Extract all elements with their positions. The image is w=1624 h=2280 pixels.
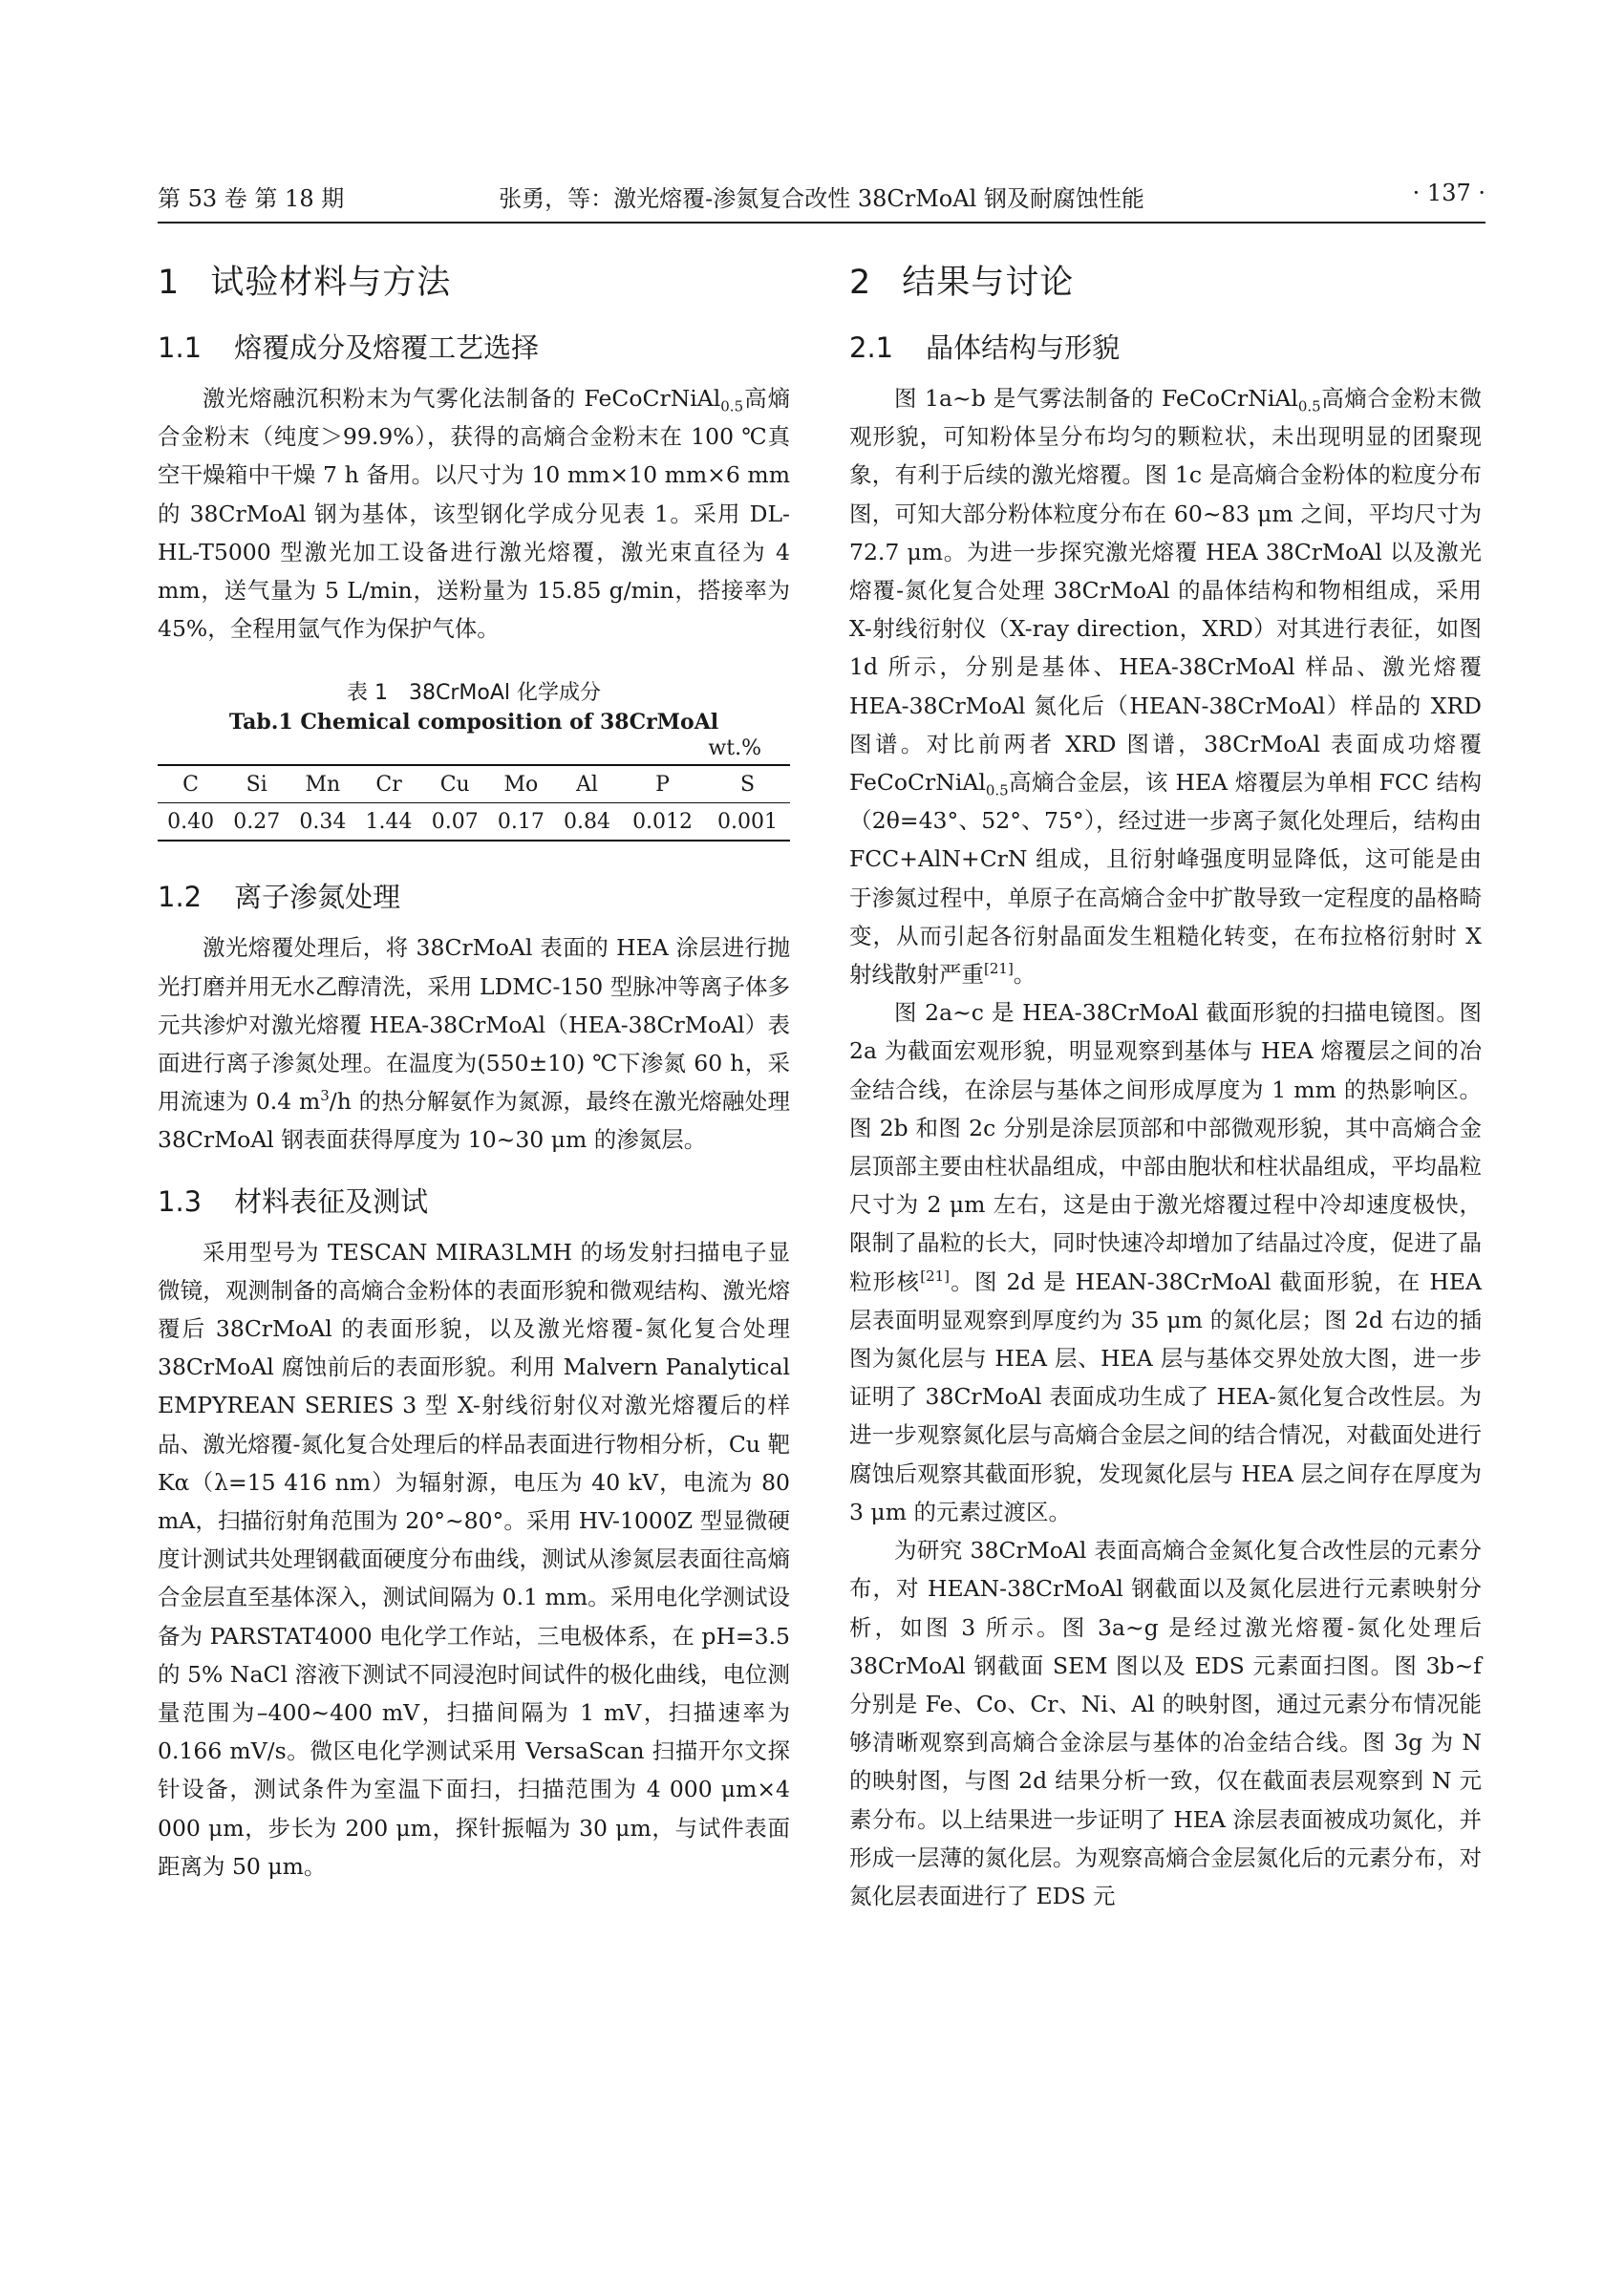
text-run: 高熵合金粉末（纯度＞99.9%），获得的高熵合金粉末在 100 ℃真空干燥箱中干燥 7 h 备用。以尺寸为 10 mm×10 mm×6 mm 的 38CrMoAl 钢为基体，该型钢化学成分见表 1。采用 DL-HL-T5000 型激光加工设备进行激光熔覆，激光束直径为 4 mm，送气量为 5 L/min，送粉量为 15.85 g/min，搭接率为 45%，全程用氩气作为保护气体。	[158, 385, 791, 643]
citation: [21]	[984, 960, 1014, 978]
table-cell: 0.07	[431, 809, 479, 834]
table-header-cell: Cu	[439, 772, 470, 797]
section-number: 1	[158, 264, 181, 302]
subsection-heading-1-2	[158, 876, 790, 915]
table-cell: 0.001	[717, 809, 778, 834]
subscript: 0.5	[1297, 397, 1321, 416]
table-header-cell: P	[655, 772, 670, 797]
superscript: 3	[320, 1087, 330, 1105]
running-header	[158, 180, 1485, 218]
subscript: 0.5	[720, 397, 744, 416]
table-unit: wt.%	[708, 736, 761, 761]
subsection-heading-1-1	[158, 327, 790, 366]
subscript: 0.5	[985, 781, 1009, 799]
running-title: 张勇，等：激光熔覆-渗氮复合改性 38CrMoAl 钢及耐腐蚀性能	[499, 185, 1144, 212]
table-caption-cn: 表 1 38CrMoAl 化学成分	[347, 681, 601, 706]
table-row	[158, 803, 790, 842]
table-header-cell: C	[182, 772, 199, 797]
subsection-title: 离子渗氮处理	[234, 881, 401, 914]
table-cell: 0.012	[632, 809, 694, 834]
table-header-cell: S	[739, 772, 756, 797]
page-number: · 137 ·	[1412, 180, 1485, 206]
section-heading-1	[158, 256, 790, 304]
section-number: 2	[849, 264, 872, 302]
table-header-cell: Mo	[503, 772, 539, 797]
table-cell: 0.27	[233, 809, 281, 834]
text-run: 。	[1013, 961, 1036, 989]
table-header-cell: Cr	[375, 772, 402, 797]
left-column	[158, 250, 790, 1886]
paragraph-element-mapping: 为研究 38CrMoAl 表面高熵合金氮化复合改性层的元素分布，对 HEAN-38CrMoAl 钢截面以及氮化层进行元素映射分析，如图 3 所示。图 3a~g 是经过激光熔覆-氮化处理后 38CrMoAl 钢截面 SEM 图以及 EDS 元素面扫图。图 3b~f 分别是 Fe、Co、Cr、Ni、Al 的映射图，通过元素分布情况能够清晰观察到高熵合金涂层与基体的冶金结合线。图 3g 为 N 的映射图，与图 2d 结果分析一致，仅在截面表层观察到 N 元素分布。以上结果进一步证明了 HEA 涂层表面被成功氮化，并形成一层薄的氮化层。为观察高熵合金层氮化后的元素分布，对氮化层表面进行了 EDS 元	[849, 1537, 1482, 1909]
table-header-cell: Si	[246, 772, 267, 797]
table-cell: 1.44	[365, 809, 413, 834]
citation: [21]	[920, 1267, 951, 1285]
paragraph-xrd	[849, 379, 1482, 993]
text-run: 。图 2d 是 HEAN-38CrMoAl 截面形貌，在 HEA 层表面明显观察到厚度约为 35 μm 的氮化层；图 2d 右边的插图为氮化层与 HEA 层、HEA 层与基体交界处放大图，进一步证明了 38CrMoAl 表面成功生成了 HEA-氮化复合改性层。为进一步观察氮化层与高熵合金层之间的结合情况，对截面处进行腐蚀后观察其截面形貌，发现氮化层与 HEA 层之间存在厚度为 3 μm 的元素过渡区。	[849, 1268, 1482, 1525]
table-header-cell: Al	[576, 772, 598, 797]
section-title: 试验材料与方法	[210, 264, 452, 302]
subsection-number: 2.1	[849, 331, 894, 364]
subsection-number: 1.2	[158, 881, 203, 914]
table-cell: 0.40	[167, 809, 215, 834]
text-run: 激光熔融沉积粉末为气雾化法制备的 FeCoCrNiAl	[203, 385, 721, 412]
right-column	[849, 250, 1482, 1915]
paragraph-nitriding	[158, 928, 790, 1159]
text-run: 高熵合金层，该 HEA 熔覆层为单相 FCC 结构（2θ=43°、52°、75°），经过进一步离子氮化处理后，结构由 FCC+AlN+CrN 组成，且衍射峰强度明显降低，这可能是由于渗氮过程中，单原子在高熵合金中扩散导致一定程度的晶格畸变，从而引起各衍射晶面发生粗糙化转变，在布拉格衍射时 X 射线散射严重	[849, 769, 1482, 989]
table-caption-en: Tab.1 Chemical composition of 38CrMoAl	[228, 710, 719, 735]
table-header-cell: Mn	[305, 772, 341, 797]
table-cell: 0.17	[497, 809, 545, 834]
table-header-row	[158, 765, 790, 803]
text-run: 高熵合金粉末微观形貌，可知粉体呈分布均匀的颗粒状，未出现明显的团聚现象，有利于后续的激光熔覆。图 1c 是高熵合金粉体的粒度分布图，可知大部分粉体粒度分布在 60~83 μm 之间，平均尺寸为 72.7 μm。为进一步探究激光熔覆 HEA 38CrMoAl 以及激光熔覆-氮化复合处理 38CrMoAl 的晶体结构和物相组成，采用 X-射线衍射仪（X-ray direction，XRD）对其进行表征，如图 1d 所示，分别是基体、HEA-38CrMoAl 样品、激光熔覆 HEA-38CrMoAl 氮化后（HEAN-38CrMoAl）样品的 XRD 图谱。对比前两者 XRD 图谱，38CrMoAl 表面成功熔覆 FeCoCrNiAl	[849, 385, 1483, 797]
subsection-number: 1.3	[158, 1184, 203, 1218]
chemical-composition-table	[158, 764, 790, 842]
table-cell: 0.34	[299, 809, 347, 834]
subsection-heading-2-1	[849, 327, 1482, 366]
subsection-title: 晶体结构与形貌	[926, 331, 1121, 364]
text-run: 激光熔覆处理后，将 38CrMoAl 表面的 HEA 涂层进行抛光打磨并用无水乙醇清洗，采用 LDMC-150 型脉冲等离子体多元共渗炉对激光熔覆 HEA-38CrMoAl（HEA-38CrMoAl）表面进行离子渗氮处理。在温度为(550±10) ℃下渗氮 60 h，采用流速为 0.4 m	[158, 934, 790, 1116]
subsection-title: 材料表征及测试	[234, 1184, 429, 1218]
table-cell: 0.84	[564, 809, 610, 834]
text-run: 图 2a~c 是 HEA-38CrMoAl 截面形貌的扫描电镜图。图 2a 为截面宏观形貌，明显观察到基体与 HEA 熔覆层之间的冶金结合线，在涂层与基体之间形成厚度为 1 mm 的热影响区。图 2b 和图 2c 分别是涂层顶部和中部微观形貌，其中高熵合金层顶部主要由柱状晶组成，中部由胞状和柱状晶组成，平均晶粒尺寸为 2 μm 左右，这是由于激光熔覆过程中冷却速度极快，限制了晶粒的长大，同时快速冷却增加了结晶过冷度，促进了晶粒形核	[849, 999, 1482, 1295]
header-rule	[158, 222, 1485, 224]
journal-issue: 第 53 卷 第 18 期	[158, 185, 345, 212]
paragraph-morphology	[849, 993, 1482, 1531]
text-run: 图 1a~b 是气雾法制备的 FeCoCrNiAl	[894, 385, 1298, 412]
section-heading-2	[849, 256, 1482, 304]
section-title: 结果与讨论	[902, 264, 1075, 302]
paragraph-characterization: 采用型号为 TESCAN MIRA3LMH 的场发射扫描电子显微镜，观测制备的高熵合金粉体的表面形貌和微观结构、激光熔覆后 38CrMoAl 的表面形貌，以及激光熔覆-氮化复合处理 38CrMoAl 腐蚀前后的表面形貌。利用 Malvern Panalytical EMPYREAN SERIES 3 型 X-射线衍射仪对激光熔覆后的样品、激光熔覆-氮化复合处理后的样品表面进行物相分析，Cu 靶 Kα（λ=15 416 nm）为辐射源，电压为 40 kV，电流为 80 mA，扫描衍射角范围为 20°~80°。采用 HV-1000Z 型显微硬度计测试共处理钢截面硬度分布曲线，测试从渗氮层表面往高熵合金层直至基体深入，测试间隔为 0.1 mm。采用电化学测试设备为 PARSTAT4000 电化学工作站，三电极体系，在 pH=3.5 的 5% NaCl 溶液下测试不同浸泡时间试件的极化曲线，电位测量范围为–400~400 mV，扫描间隔为 1 mV，扫描速率为 0.166 mV/s。微区电化学测试采用 VersaScan 扫描开尔文探针设备，测试条件为室温下面扫，扫描范围为 4 000 μm×4 000 μm，步长为 200 μm，探针振幅为 30 μm，与试件表面距离为 50 μm。	[158, 1238, 790, 1880]
paragraph-powder	[158, 379, 790, 648]
text-run: /h 的热分解氨作为氮源，最终在激光熔融处理 38CrMoAl 钢表面获得厚度为 10~30 μm 的渗氮层。	[158, 1088, 790, 1154]
subsection-heading-1-3	[158, 1181, 790, 1220]
subsection-number: 1.1	[158, 331, 203, 364]
subsection-title: 熔覆成分及熔覆工艺选择	[234, 331, 540, 364]
